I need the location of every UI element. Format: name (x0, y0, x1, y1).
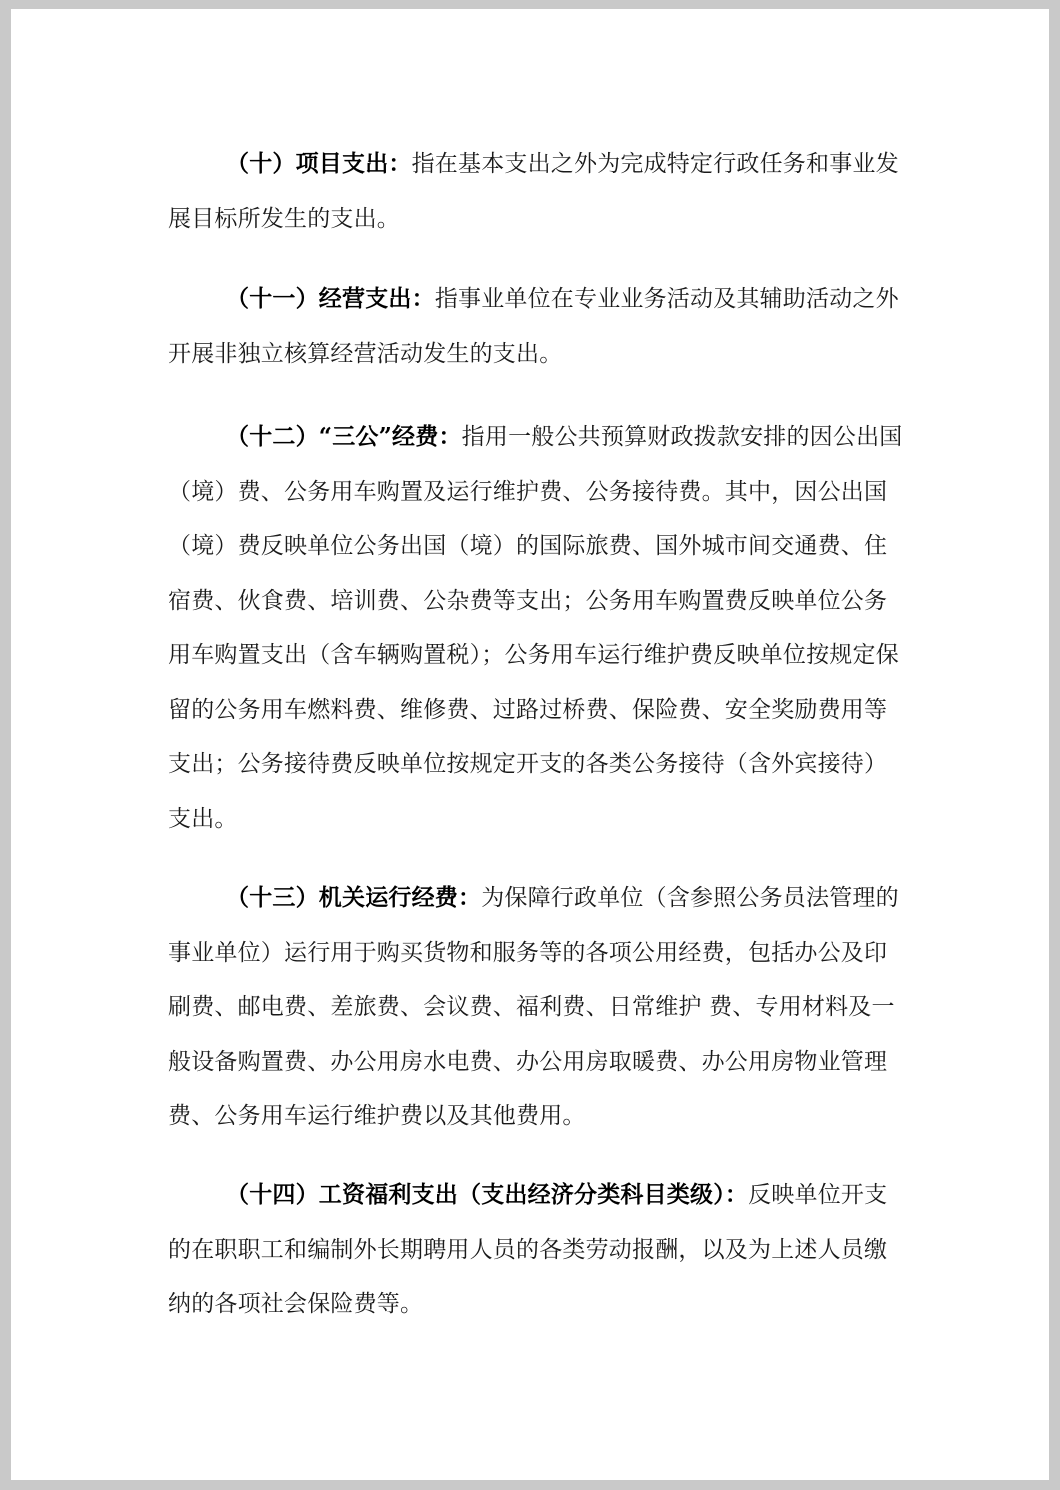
term-label: （十二）“三公”经费： (226, 423, 462, 450)
paragraph-operating-expenditure (168, 272, 908, 381)
paragraph-project-expenditure (168, 137, 908, 246)
definition-text: 反映单位开支的在职职工和编制外长期聘用人员的各类劳动报酬，以及为上述人员缴纳的各项社会保险费等。 (168, 1182, 888, 1317)
paragraph-agency-operating-funds (168, 871, 908, 1144)
term-label: （十）项目支出： (226, 150, 412, 177)
definition-text: 指在基本支出之外为完成特定行政任务和事业发展目标所发生的支出。 (168, 151, 899, 232)
term-label: （十三）机关运行经费： (226, 884, 482, 911)
term-label: （十一）经营支出： (226, 285, 435, 312)
definition-text: 指事业单位在专业业务活动及其辅助活动之外开展非独立核算经营活动发生的支出。 (168, 286, 899, 367)
document-page (11, 9, 1049, 1480)
paragraph-wage-welfare-expenditure (168, 1168, 908, 1332)
term-label: （十四）工资福利支出（支出经济分类科目类级）： (226, 1181, 749, 1208)
definition-text: 为保障行政单位（含参照公务员法管理的事业单位）运行用于购买货物和服务等的各项公用经费，包括办公及印刷费、邮电费、差旅费、会议费、福利费、日常维护 费、专用材料及一般设备购置费、办公用房水电费、办公用房取暖费、办公用房物业管理费、公务用车运行维护费以及其他费用。 (168, 885, 899, 1129)
paragraph-three-public-funds (168, 410, 908, 846)
definition-text: 指用一般公共预算财政拨款安排的因公出国（境）费、公务用车购置及运行维护费、公务接待费。其中，因公出国（境）费反映单位公务出国（境）的国际旅费、国外城市间交通费、住宿费、伙食费、培训费、公杂费等支出；公务用车购置费反映单位公务用车购置支出（含车辆购置税）；公务用车运行维护费反映单位按规定保留的公务用车燃料费、维修费、过路过桥费、保险费、安全奖励费用等支出；公务接待费反映单位按规定开支的各类公务接待（含外宾接待）支出。 (168, 424, 903, 832)
